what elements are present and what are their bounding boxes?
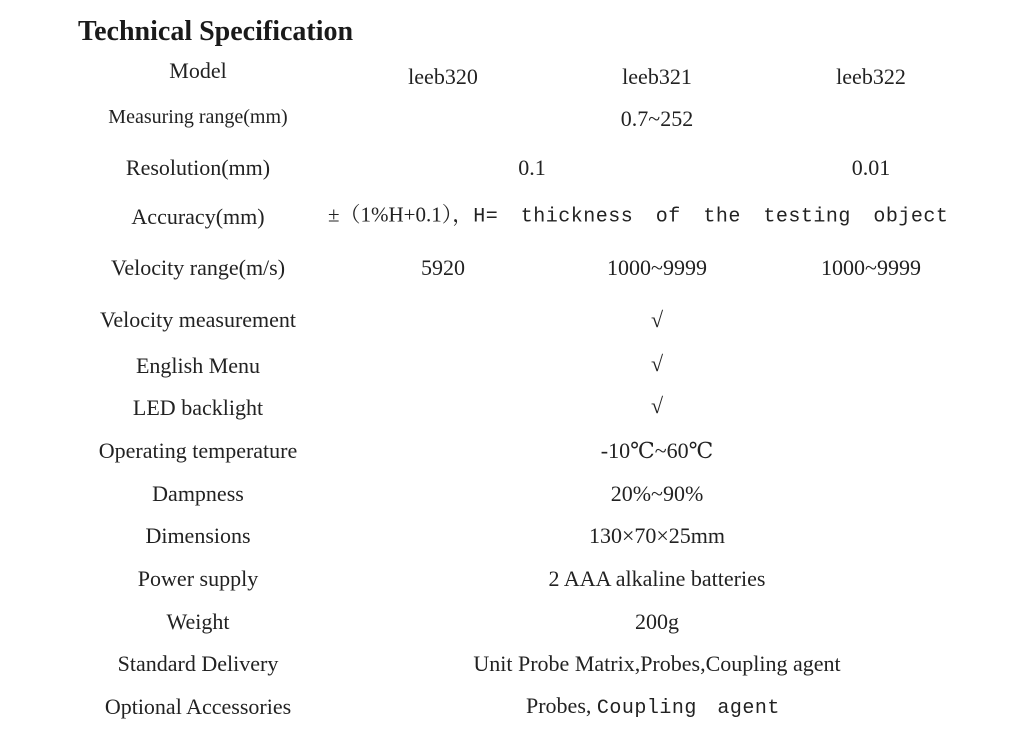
velocity-range-leeb321: 1000~9999 xyxy=(607,255,707,280)
model-label: Model xyxy=(169,58,227,83)
weight-value: 200g xyxy=(635,609,679,634)
measuring-range-label: Measuring range(mm) xyxy=(108,106,288,128)
accuracy-value-text: H= thickness of the testing object xyxy=(473,205,949,229)
optional-accessories-label: Optional Accessories xyxy=(104,694,292,719)
led-backlight-check: √ xyxy=(650,393,664,418)
velocity-measurement-label: Velocity measurement xyxy=(99,307,297,332)
accuracy-value xyxy=(328,202,949,229)
page-title: Technical Specification xyxy=(78,16,354,47)
model-leeb320: leeb320 xyxy=(408,64,478,89)
standard-delivery-label: Standard Delivery xyxy=(117,651,279,676)
velocity-measurement-check: √ xyxy=(650,307,664,332)
optional-accessories-value-prefix: Probes, xyxy=(526,693,597,718)
optional-accessories-value xyxy=(526,695,780,719)
dimensions-value: 130×70×25mm xyxy=(588,523,726,548)
led-backlight-label: LED backlight xyxy=(132,395,264,420)
model-leeb322: leeb322 xyxy=(836,64,906,89)
weight-label: Weight xyxy=(166,609,230,634)
english-menu-check: √ xyxy=(650,351,664,376)
dimensions-label: Dimensions xyxy=(145,523,251,548)
standard-delivery-value: Unit Probe Matrix,Probes,Coupling agent xyxy=(473,651,841,676)
dampness-label: Dampness xyxy=(152,481,244,506)
velocity-range-leeb320: 5920 xyxy=(421,255,465,280)
operating-temperature-label: Operating temperature xyxy=(98,438,298,463)
accuracy-label: Accuracy(mm) xyxy=(131,204,265,229)
operating-temperature-value: -10℃~60℃ xyxy=(600,438,714,463)
power-supply-value: 2 AAA alkaline batteries xyxy=(548,566,766,591)
model-leeb321: leeb321 xyxy=(622,64,692,89)
accuracy-value-prefix: ±（1%H+0.1）， xyxy=(328,202,474,227)
english-menu-label: English Menu xyxy=(135,353,261,378)
optional-accessories-value-text: Coupling agent xyxy=(596,697,780,720)
measuring-range-value: 0.7~252 xyxy=(620,106,694,131)
resolution-value-b: 0.01 xyxy=(851,155,891,180)
dampness-value: 20%~90% xyxy=(610,481,704,506)
velocity-range-label: Velocity range(m/s) xyxy=(110,255,286,280)
velocity-range-leeb322: 1000~9999 xyxy=(821,255,921,280)
resolution-value-a: 0.1 xyxy=(518,155,546,180)
power-supply-label: Power supply xyxy=(137,566,259,591)
resolution-label: Resolution(mm) xyxy=(125,155,271,180)
